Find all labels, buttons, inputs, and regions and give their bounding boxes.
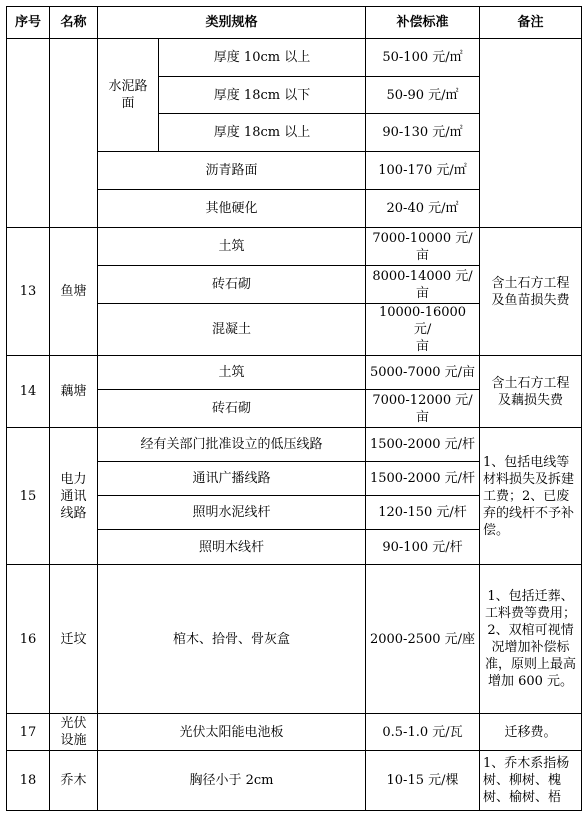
header-spec: 类别规格 xyxy=(98,7,366,39)
spec-cell: 厚度 18cm 以下 xyxy=(159,77,366,114)
spec-cell: 照明水泥线杆 xyxy=(98,496,366,530)
header-standard: 补偿标准 xyxy=(366,7,480,39)
standard-cell: 7000-10000 元/ 亩 xyxy=(366,228,480,266)
table-row xyxy=(7,228,582,266)
remark-cell: 含土石方工程 及鱼苗损失费 xyxy=(480,228,582,356)
standard-cell: 120-150 元/杆 xyxy=(366,496,480,530)
header-row xyxy=(7,7,582,39)
spec-cell: 混凝土 xyxy=(98,304,366,356)
remark-cell-empty xyxy=(480,39,582,228)
standard-cell: 90-130 元/㎡ xyxy=(366,114,480,152)
seq-cell: 17 xyxy=(7,714,50,751)
spec-cell: 经有关部门批准设立的低压线路 xyxy=(98,428,366,462)
spec-cell: 棺木、拾骨、骨灰盒 xyxy=(98,565,366,714)
standard-cell: 100-170 元/㎡ xyxy=(366,152,480,190)
standard-cell: 5000-7000 元/亩 xyxy=(366,356,480,390)
standard-cell: 7000-12000 元/ 亩 xyxy=(366,390,480,428)
standard-cell: 1500-2000 元/杆 xyxy=(366,428,480,462)
name-cell: 光伏 设施 xyxy=(50,714,98,751)
standard-cell: 10000-16000 元/ 亩 xyxy=(366,304,480,356)
remark-cell: 含土石方工程 及藕损失费 xyxy=(480,356,582,428)
seq-cell: 13 xyxy=(7,228,50,356)
standard-cell: 10-15 元/棵 xyxy=(366,751,480,811)
spec-cell: 厚度 18cm 以上 xyxy=(159,114,366,152)
table-row xyxy=(7,356,582,390)
spec-cell: 光伏太阳能电池板 xyxy=(98,714,366,751)
standard-cell: 2000-2500 元/座 xyxy=(366,565,480,714)
cement-group-label: 水泥路 面 xyxy=(98,39,159,152)
standard-cell: 20-40 元/㎡ xyxy=(366,190,480,228)
table-row xyxy=(7,751,582,811)
name-cell: 鱼塘 xyxy=(50,228,98,356)
seq-cell: 15 xyxy=(7,428,50,565)
spec-cell: 砖石砌 xyxy=(98,390,366,428)
standard-cell: 90-100 元/杆 xyxy=(366,530,480,565)
name-cell: 电力 通讯 线路 xyxy=(50,428,98,565)
remark-cell: 1、包括迁葬、工料费等费用； 2、双棺可视情况增加补偿标准，原则上最高增加 600 元。 xyxy=(480,565,582,714)
seq-cell: 18 xyxy=(7,751,50,811)
remark-cell: 迁移费。 xyxy=(480,714,582,751)
spec-cell: 胸径小于 2cm xyxy=(98,751,366,811)
name-cell: 乔木 xyxy=(50,751,98,811)
spec-cell: 通讯广播线路 xyxy=(98,462,366,496)
standard-cell: 50-100 元/㎡ xyxy=(366,39,480,77)
table-row xyxy=(7,565,582,714)
spec-cell: 沥青路面 xyxy=(98,152,366,190)
header-name: 名称 xyxy=(50,7,98,39)
header-seq: 序号 xyxy=(7,7,50,39)
compensation-table xyxy=(6,6,582,811)
standard-cell: 1500-2000 元/杆 xyxy=(366,462,480,496)
spec-cell: 砖石砌 xyxy=(98,266,366,304)
spec-cell: 厚度 10cm 以上 xyxy=(159,39,366,77)
name-cell-empty xyxy=(50,39,98,228)
header-remark: 备注 xyxy=(480,7,582,39)
table-row xyxy=(7,428,582,462)
name-cell: 迁坟 xyxy=(50,565,98,714)
standard-cell: 8000-14000 元/ 亩 xyxy=(366,266,480,304)
spec-cell: 其他硬化 xyxy=(98,190,366,228)
standard-cell: 0.5-1.0 元/瓦 xyxy=(366,714,480,751)
remark-cell: 1、包括电线等材料损失及拆建工费；2、已废弃的线杆不予补偿。 xyxy=(480,428,582,565)
seq-cell: 14 xyxy=(7,356,50,428)
seq-cell-empty xyxy=(7,39,50,228)
table-row xyxy=(7,39,582,77)
spec-cell: 土筑 xyxy=(98,228,366,266)
seq-cell: 16 xyxy=(7,565,50,714)
table-row xyxy=(7,714,582,751)
name-cell: 藕塘 xyxy=(50,356,98,428)
remark-cell: 1、乔木系指杨树、柳树、槐树、榆树、梧 xyxy=(480,751,582,811)
standard-cell: 50-90 元/㎡ xyxy=(366,77,480,114)
spec-cell: 照明木线杆 xyxy=(98,530,366,565)
spec-cell: 土筑 xyxy=(98,356,366,390)
